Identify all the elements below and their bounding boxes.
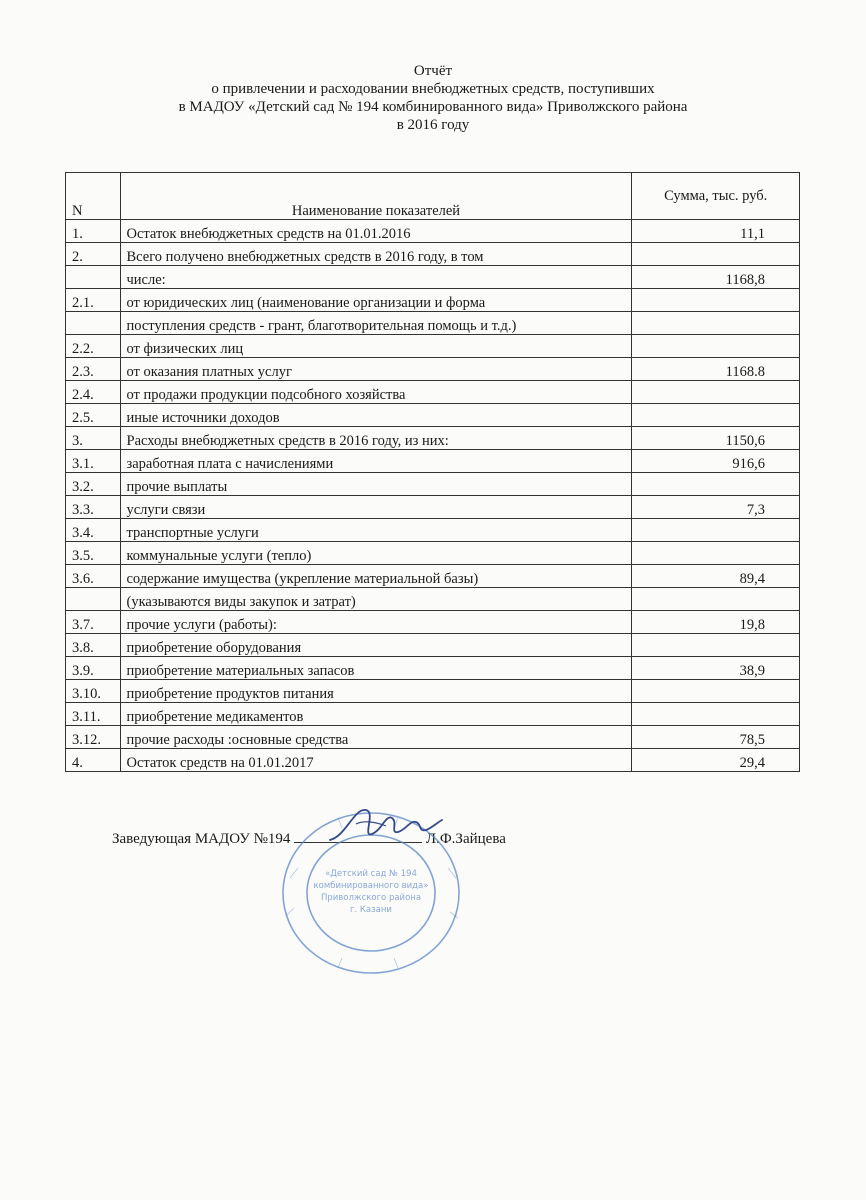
row-indicator-name: прочие выплаты <box>120 473 632 496</box>
row-number: 3.4. <box>66 519 121 542</box>
table-row <box>66 703 800 726</box>
row-sum <box>632 519 800 542</box>
report-table <box>65 172 800 772</box>
table-body <box>66 220 800 772</box>
row-sum <box>632 634 800 657</box>
row-number <box>66 266 121 289</box>
row-indicator-name: иные источники доходов <box>120 404 632 427</box>
report-header <box>0 62 866 134</box>
table-row <box>66 404 800 427</box>
header-number: N <box>66 173 121 220</box>
report-title: Отчёт <box>413 63 453 79</box>
table-row <box>66 473 800 496</box>
row-sum: 1150,6 <box>632 427 800 450</box>
row-indicator-name: услуги связи <box>120 496 632 519</box>
row-number: 4. <box>66 749 121 772</box>
row-indicator-name: числе: <box>120 266 632 289</box>
row-sum <box>632 588 800 611</box>
row-indicator-name: прочие услуги (работы): <box>120 611 632 634</box>
row-number: 3.10. <box>66 680 121 703</box>
table-row <box>66 381 800 404</box>
row-number: 2.3. <box>66 358 121 381</box>
row-number: 3.3. <box>66 496 121 519</box>
signatory-name: Л.Ф.Зайцева <box>425 831 506 847</box>
row-number: 3.1. <box>66 450 121 473</box>
row-indicator-name: (указываются виды закупок и затрат) <box>120 588 632 611</box>
row-indicator-name: заработная плата с начислениями <box>120 450 632 473</box>
row-sum: 1168,8 <box>632 266 800 289</box>
row-sum: 916,6 <box>632 450 800 473</box>
table-row <box>66 749 800 772</box>
svg-text:г. Казани: г. Казани <box>350 905 392 915</box>
row-sum: 1168.8 <box>632 358 800 381</box>
row-number: 3.12. <box>66 726 121 749</box>
row-number <box>66 312 121 335</box>
table-row <box>66 427 800 450</box>
report-subtitle-line3: в 2016 году <box>396 117 470 133</box>
row-number: 2.2. <box>66 335 121 358</box>
row-number: 3.7. <box>66 611 121 634</box>
row-number: 2.1. <box>66 289 121 312</box>
row-indicator-name: транспортные услуги <box>120 519 632 542</box>
table-row <box>66 335 800 358</box>
table-row <box>66 496 800 519</box>
row-indicator-name: Расходы внебюджетных средств в 2016 году, из них: <box>120 427 632 450</box>
row-indicator-name: Остаток средств на 01.01.2017 <box>120 749 632 772</box>
row-indicator-name: Всего получено внебюджетных средств в 2016 году, в том <box>120 243 632 266</box>
table-row <box>66 519 800 542</box>
table-row <box>66 358 800 381</box>
table-row <box>66 243 800 266</box>
row-number: 3.11. <box>66 703 121 726</box>
table-row <box>66 312 800 335</box>
table-row <box>66 289 800 312</box>
row-indicator-name: от физических лиц <box>120 335 632 358</box>
row-sum <box>632 289 800 312</box>
handwritten-signature <box>326 800 444 850</box>
row-sum <box>632 680 800 703</box>
table-row <box>66 266 800 289</box>
svg-text:комбинированного вида»: комбинированного вида» <box>313 881 429 891</box>
table-row <box>66 680 800 703</box>
table-header-row <box>66 173 800 220</box>
report-subtitle-line1: о привлечении и расходовании внебюджетных средств, поступивших <box>211 81 655 97</box>
table-row <box>66 611 800 634</box>
row-indicator-name: приобретение оборудования <box>120 634 632 657</box>
row-sum: 11,1 <box>632 220 800 243</box>
table-row <box>66 657 800 680</box>
row-indicator-name: от юридических лиц (наименование организации и форма <box>120 289 632 312</box>
row-sum <box>632 243 800 266</box>
row-sum: 29,4 <box>632 749 800 772</box>
row-sum: 7,3 <box>632 496 800 519</box>
row-number: 2.5. <box>66 404 121 427</box>
row-indicator-name: прочие расходы :основные средства <box>120 726 632 749</box>
header-indicator-name: Наименование показателей <box>120 173 632 220</box>
row-sum <box>632 381 800 404</box>
table-row <box>66 450 800 473</box>
row-indicator-name: приобретение медикаментов <box>120 703 632 726</box>
row-indicator-name: Остаток внебюджетных средств на 01.01.2016 <box>120 220 632 243</box>
row-sum: 78,5 <box>632 726 800 749</box>
row-sum <box>632 312 800 335</box>
row-sum <box>632 335 800 358</box>
row-sum <box>632 404 800 427</box>
signatory-position: Заведующая МАДОУ №194 <box>112 831 291 847</box>
row-indicator-name: поступления средств - грант, благотворительная помощь и т.д.) <box>120 312 632 335</box>
row-indicator-name: содержание имущества (укрепление материальной базы) <box>120 565 632 588</box>
row-number: 3.5. <box>66 542 121 565</box>
row-number: 1. <box>66 220 121 243</box>
report-subtitle-line2: в МАДОУ «Детский сад № 194 комбинированного вида» Приволжского района <box>178 99 688 115</box>
row-indicator-name: приобретение материальных запасов <box>120 657 632 680</box>
svg-text:«Детский сад № 194: «Детский сад № 194 <box>325 869 417 879</box>
row-sum <box>632 473 800 496</box>
row-number: 3.6. <box>66 565 121 588</box>
table-row <box>66 726 800 749</box>
svg-text:Приволжского района: Приволжского района <box>320 893 422 903</box>
row-indicator-name: приобретение продуктов питания <box>120 680 632 703</box>
row-number: 3. <box>66 427 121 450</box>
row-number: 3.8. <box>66 634 121 657</box>
row-indicator-name: коммунальные услуги (тепло) <box>120 542 632 565</box>
row-sum <box>632 542 800 565</box>
table-row <box>66 220 800 243</box>
row-number: 2. <box>66 243 121 266</box>
row-number: 3.2. <box>66 473 121 496</box>
table-row <box>66 565 800 588</box>
header-sum: Сумма, тыс. руб. <box>632 173 800 220</box>
row-number: 2.4. <box>66 381 121 404</box>
table-row <box>66 634 800 657</box>
row-number <box>66 588 121 611</box>
row-sum <box>632 703 800 726</box>
row-number: 3.9. <box>66 657 121 680</box>
table-row <box>66 588 800 611</box>
row-sum: 19,8 <box>632 611 800 634</box>
row-sum: 38,9 <box>632 657 800 680</box>
row-indicator-name: от продажи продукции подсобного хозяйства <box>120 381 632 404</box>
table-row <box>66 542 800 565</box>
row-sum: 89,4 <box>632 565 800 588</box>
row-indicator-name: от оказания платных услуг <box>120 358 632 381</box>
